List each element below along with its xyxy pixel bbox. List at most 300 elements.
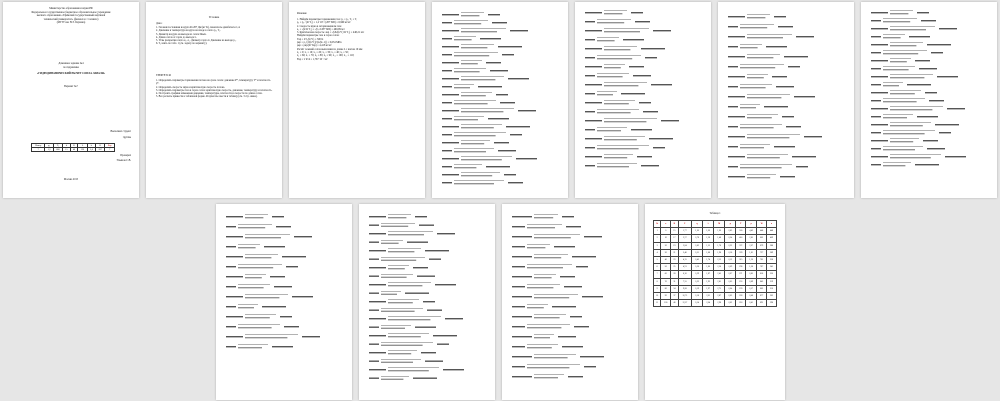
fraction-bar <box>527 245 550 246</box>
formula-result <box>429 259 441 260</box>
fraction-bar <box>245 335 298 336</box>
fraction-bar <box>597 92 617 93</box>
table-cell: T₀ <box>53 144 62 148</box>
table-cell: 1,66 <box>703 249 714 256</box>
formula-symbol <box>442 110 459 111</box>
fraction-bar <box>454 69 486 70</box>
fraction-bar <box>604 29 649 30</box>
formula-symbol <box>512 286 525 287</box>
table-header-cell: p <box>725 221 736 228</box>
formula-denominator <box>527 287 553 288</box>
fraction-bar <box>238 345 268 346</box>
formula-denominator <box>747 57 773 58</box>
formula-denominator <box>527 227 555 228</box>
table-cell: 296 <box>767 300 777 307</box>
fraction-bar <box>534 315 566 316</box>
formula-denominator <box>597 76 623 77</box>
fraction-bar <box>747 95 790 96</box>
fraction-bar <box>388 317 441 318</box>
table-cell: 7 <box>105 148 115 152</box>
formula-result <box>518 110 536 111</box>
formula-denominator <box>527 347 552 348</box>
fraction-bar <box>534 275 556 276</box>
table-cell: 843 <box>757 278 767 285</box>
formula-result <box>516 158 537 159</box>
institution-line: технический университет» (филиал в г. Салавате) <box>43 17 99 21</box>
table-cell: 372 <box>736 242 746 249</box>
fraction-bar <box>461 45 494 46</box>
formula-symbol <box>369 318 386 319</box>
group-label: группы <box>122 136 131 139</box>
formula-denominator <box>388 370 429 371</box>
formula-denominator <box>747 177 770 178</box>
formula-denominator <box>388 336 421 337</box>
fraction-bar <box>388 351 417 352</box>
fraction-bar <box>461 61 482 62</box>
formula-symbol <box>585 111 595 112</box>
formula-result <box>417 276 435 277</box>
formula-result <box>488 14 500 15</box>
table-cell: 1,00 <box>692 228 703 235</box>
fraction-bar <box>597 56 641 57</box>
formula-denominator <box>740 67 775 68</box>
formula-symbol <box>585 30 602 31</box>
fraction-bar <box>747 35 792 36</box>
formula-symbol <box>442 174 459 175</box>
formula-symbol <box>585 138 602 139</box>
fraction-bar <box>245 275 266 276</box>
formula-result <box>643 111 658 112</box>
formula-symbol <box>442 46 459 47</box>
fraction-bar <box>740 45 762 46</box>
table-cell: 2,87 <box>714 292 725 299</box>
formula-denominator <box>890 109 932 110</box>
formula-result <box>927 148 945 149</box>
formula-symbol <box>512 336 532 337</box>
formula-result <box>929 100 944 101</box>
table-cell: 0,04 <box>725 285 736 292</box>
institution-block <box>7 11 135 24</box>
formula-symbol <box>512 306 525 307</box>
fraction-bar <box>388 368 439 369</box>
formula-result <box>504 174 516 175</box>
formula-result <box>774 146 795 147</box>
formula-result <box>774 16 786 17</box>
formula-result <box>554 246 575 247</box>
fraction-bar <box>245 235 290 236</box>
fraction-bar <box>597 146 649 147</box>
formula-denominator <box>245 337 287 338</box>
condition-item: 5. Углы раскрытия сопла α₁, α₂. Диаметр горла d. Давление на выходе p₂. <box>156 39 237 43</box>
formula-symbol <box>871 124 888 125</box>
table-cell: 4 <box>654 249 661 256</box>
formula-result <box>415 327 436 328</box>
fraction-bar <box>238 265 282 266</box>
formula-result <box>780 176 795 177</box>
table-row <box>654 235 777 242</box>
formula-denominator <box>454 151 486 152</box>
fraction-bar <box>883 99 925 100</box>
formula-symbol <box>871 20 881 21</box>
table-cell: 21 <box>671 249 678 256</box>
formula-symbol <box>512 256 532 257</box>
table-cell: Номер <box>32 144 45 148</box>
formula-result <box>292 296 313 297</box>
formula-denominator <box>245 317 270 318</box>
formula-denominator <box>883 117 907 118</box>
table-cell: 10 <box>654 292 661 299</box>
formula-symbol <box>871 12 888 13</box>
condition-item: 6. T₀ взять по табл. 1 (см. задачу по варианту). <box>156 42 208 46</box>
formula-result <box>639 102 651 103</box>
table-cell: 253 <box>736 278 746 285</box>
formula-symbol <box>585 147 595 148</box>
formula-symbol <box>585 102 602 103</box>
formula-symbol <box>442 78 459 79</box>
conditions-list <box>156 26 274 46</box>
formula-page-4 <box>432 2 568 198</box>
formula-lines <box>718 2 854 198</box>
table-row <box>654 242 777 249</box>
table-cell: 1,08 <box>746 264 757 271</box>
formula-result <box>917 116 938 117</box>
formula-symbol <box>728 76 745 77</box>
table-row <box>654 264 777 271</box>
formula-result <box>510 134 522 135</box>
formula-result <box>506 126 530 127</box>
table-cell: 30 <box>661 249 671 256</box>
formula-denominator <box>597 166 629 167</box>
institution-line: Федеральное государственное бюджетное образовательное учреждение <box>31 11 111 14</box>
table-cell: d <box>63 144 71 148</box>
calc-heading: Решение <box>297 12 307 15</box>
formula-denominator <box>461 47 487 48</box>
requirement-item: 5. Все расчеты привести в табличной форме. Результаты свести в таблицу (см. 3 стр. ниже). <box>156 95 258 99</box>
formula-symbol <box>226 216 243 217</box>
formula-result <box>776 86 794 87</box>
formula-symbol <box>585 165 595 166</box>
formula-denominator <box>381 328 405 329</box>
fraction-bar <box>740 65 784 66</box>
formula-symbol <box>512 216 532 217</box>
formula-result <box>804 136 822 137</box>
formula-denominator <box>890 141 913 142</box>
formula-result <box>272 216 284 217</box>
fraction-bar <box>883 83 903 84</box>
formula-result <box>494 142 509 143</box>
fraction-bar <box>534 295 578 296</box>
table-cell: 448 <box>767 228 777 235</box>
formula-symbol <box>369 301 386 302</box>
fraction-bar <box>461 29 506 30</box>
formula-result <box>562 346 583 347</box>
fraction-bar <box>890 59 911 60</box>
fraction-bar <box>890 27 935 28</box>
formula-symbol <box>512 366 525 367</box>
table-cell: 679 <box>757 242 767 249</box>
formula-result <box>500 102 515 103</box>
formula-result <box>649 138 673 139</box>
formula-symbol <box>512 376 532 377</box>
fraction-bar <box>461 157 512 158</box>
formula-denominator <box>534 217 553 218</box>
fraction-bar <box>747 15 770 16</box>
fraction-bar <box>245 255 278 256</box>
table-cell: Вар <box>105 144 115 148</box>
fraction-bar <box>454 21 488 22</box>
formula-symbol <box>369 267 386 268</box>
formula-symbol <box>871 68 881 69</box>
formula-result <box>302 336 320 337</box>
table-cell: 2 <box>654 235 661 242</box>
formula-result <box>286 266 298 267</box>
fraction-bar <box>883 19 917 20</box>
formula-page-7 <box>861 2 997 198</box>
fraction-bar <box>890 75 933 76</box>
table-cell: 90 <box>661 292 671 299</box>
calc-step: Расчёт сечений сопла выполним по длине L с шагом 10 мм: <box>297 47 363 51</box>
fraction-bar <box>381 257 425 258</box>
fraction-bar <box>597 164 637 165</box>
table-cell: 330 <box>767 271 777 278</box>
table-cell: 120 <box>78 148 87 152</box>
formula-denominator <box>238 347 262 348</box>
formula-symbol <box>226 296 243 297</box>
table-cell: 0,69 <box>746 278 757 285</box>
formula-result <box>925 92 937 93</box>
formula-denominator <box>883 85 899 86</box>
formula-denominator <box>604 13 622 14</box>
formula-result <box>923 140 938 141</box>
calc-step: 2. Скорость звука в заторможенном газе: <box>297 24 342 28</box>
formula-denominator <box>454 119 478 120</box>
calc-step: ρкр = pкр/(R·Tкр) = 4,418 кг/м³ <box>297 44 332 48</box>
fraction-bar <box>245 295 288 296</box>
formula-denominator <box>604 103 629 104</box>
formula-symbol <box>871 60 888 61</box>
formula-result <box>423 301 435 302</box>
formula-symbol <box>226 236 243 237</box>
fraction-bar <box>245 315 276 316</box>
formula-denominator <box>597 148 639 149</box>
formula-result <box>661 120 679 121</box>
formula-denominator <box>454 87 470 88</box>
fraction-bar <box>461 173 500 174</box>
table-cell: 40 <box>671 300 678 307</box>
table-cell: 0,43 <box>692 256 703 263</box>
formula-symbol <box>871 100 881 101</box>
formula-result <box>576 266 588 267</box>
formula-result <box>437 344 449 345</box>
table-cell: 25 <box>671 264 678 271</box>
formula-denominator <box>604 139 637 140</box>
formula-symbol <box>369 242 379 243</box>
table-cell: 345 <box>767 264 777 271</box>
formula-symbol <box>226 286 236 287</box>
formula-symbol <box>442 62 459 63</box>
formula-symbol <box>871 36 881 37</box>
table-cell: 1,74 <box>703 256 714 263</box>
table-cell: 239 <box>736 285 746 292</box>
formula-result <box>572 256 596 257</box>
table-cell: 0,12 <box>725 256 736 263</box>
teacher-name: Ульянов С.В. <box>116 159 131 162</box>
table-cell: 1,61 <box>746 249 757 256</box>
formula-result <box>582 296 603 297</box>
formula-result <box>508 78 529 79</box>
formula-denominator <box>381 311 415 312</box>
table-cell: 10,75 <box>678 292 692 299</box>
fraction-bar <box>597 128 627 129</box>
formula-denominator <box>534 257 561 258</box>
formula-result <box>584 366 596 367</box>
formula-denominator <box>883 21 910 22</box>
formula-denominator <box>883 133 925 134</box>
table-cell: 0,16 <box>725 249 736 256</box>
condition-item: 3. Диаметр воздуха на выходе из сопла Dвых. <box>156 32 207 36</box>
formula-symbol <box>369 276 379 277</box>
formula-denominator <box>461 159 502 160</box>
formula-lines <box>575 2 711 198</box>
formula-denominator <box>381 226 408 227</box>
formula-denominator <box>890 29 926 30</box>
fraction-bar <box>604 155 633 156</box>
formula-symbol <box>442 182 452 183</box>
table-cell: 1,80 <box>703 264 714 271</box>
table-cell: 0,78 <box>692 235 703 242</box>
formula-symbol <box>512 356 532 357</box>
table-cell: 40 <box>661 256 671 263</box>
formula-result <box>635 21 650 22</box>
formula-result <box>552 306 576 307</box>
table-cell: 7 <box>654 271 661 278</box>
requirement-item: 4. Построить графики изменения давления, температуры, плотности и скорости по длине сопла. <box>156 92 263 96</box>
formula-result <box>772 76 787 77</box>
fraction-bar <box>527 265 572 266</box>
fraction-bar <box>740 105 760 106</box>
table-cell: k <box>87 144 95 148</box>
formula-symbol <box>369 378 379 379</box>
formula-denominator <box>388 353 411 354</box>
formula-symbol <box>871 108 888 109</box>
formula-denominator <box>747 17 765 18</box>
formula-denominator <box>597 94 613 95</box>
formula-lines <box>216 204 352 400</box>
formula-symbol <box>442 142 459 143</box>
formula-denominator <box>740 87 766 88</box>
formula-denominator <box>381 294 397 295</box>
formula-result <box>437 233 455 234</box>
formula-symbol <box>728 106 738 107</box>
formula-result <box>270 276 285 277</box>
formula-lines <box>359 204 495 400</box>
student-label: Выполнил студент <box>110 130 131 133</box>
formula-result <box>496 94 508 95</box>
calc-step: a₀ = √(k·R·T₀) = √(1,4·287·600) = 490,99 м/с <box>297 27 345 31</box>
fraction-bar <box>883 35 905 36</box>
fraction-bar <box>747 75 768 76</box>
table-cell: 218 <box>736 300 746 307</box>
formula-result <box>443 369 464 370</box>
fraction-bar <box>381 308 423 309</box>
fraction-bar <box>454 149 494 150</box>
formula-denominator <box>534 237 571 238</box>
city-year: Москва 2015 <box>63 178 79 181</box>
table-cell: 787 <box>757 264 767 271</box>
formula-symbol <box>728 36 745 37</box>
formula-result <box>796 166 808 167</box>
formula-result <box>419 225 434 226</box>
formula-denominator <box>890 45 916 46</box>
formula-result <box>272 346 293 347</box>
formula-result <box>935 124 959 125</box>
formula-result <box>486 62 501 63</box>
formula-denominator <box>245 257 271 258</box>
formula-denominator <box>461 79 495 80</box>
formula-result <box>621 93 645 94</box>
table-row <box>654 278 777 285</box>
formula-result <box>766 46 787 47</box>
fraction-bar <box>461 125 502 126</box>
fraction-bar <box>883 131 935 132</box>
formula-result <box>294 236 312 237</box>
fraction-bar <box>527 365 580 366</box>
table-cell: 2,26 <box>714 264 725 271</box>
table-cell: 2,75 <box>714 285 725 292</box>
formula-denominator <box>740 107 756 108</box>
fraction-bar <box>454 37 476 38</box>
formula-denominator <box>597 40 615 41</box>
formula-denominator <box>534 297 569 298</box>
formula-denominator <box>245 297 279 298</box>
calc-step: ρ₀ = p₀ / (R·T₀) = 1,2·10⁶ / (287·600) = 6,969 кг/м³ <box>297 21 351 25</box>
table-cell: 1,00 <box>703 228 714 235</box>
table-cell: 8 <box>654 278 661 285</box>
table-cell: 0,34 <box>725 235 736 242</box>
formula-denominator <box>238 247 256 248</box>
formula-result <box>488 118 509 119</box>
table-cell: 2,45 <box>714 271 725 278</box>
formula-result <box>947 108 965 109</box>
table-cell: 600 <box>53 148 62 152</box>
formula-denominator <box>454 23 481 24</box>
fraction-bar <box>381 342 433 343</box>
formula-denominator <box>388 319 430 320</box>
formula-denominator <box>527 327 561 328</box>
formula-result <box>653 30 671 31</box>
fraction-bar <box>890 91 921 92</box>
formula-result <box>425 361 443 362</box>
formula-result <box>498 46 522 47</box>
condition-item: 4. Длина сопла от горла до выхода L. <box>156 35 197 39</box>
calc-step: x₀ = 0; x₁ = 10; x₂ = 20; x₃ = 30; x₄ = 40; x₅ = 50; <box>297 50 349 54</box>
fraction-bar <box>883 51 927 52</box>
formula-symbol <box>442 118 452 119</box>
formula-symbol <box>871 76 888 77</box>
formula-result <box>915 164 939 165</box>
fraction-bar <box>454 117 484 118</box>
fraction-bar <box>381 376 409 377</box>
formula-result <box>413 267 428 268</box>
table-cell: R <box>96 144 105 148</box>
formula-symbol <box>585 39 595 40</box>
formula-symbol <box>512 226 525 227</box>
table-cell: 0,07 <box>725 271 736 278</box>
table-cell: 2,84 <box>678 242 692 249</box>
requirement-item: 1. Определить параметры торможения потока на срезе сопла: давление P*, температуру T* и плотность ρ*. <box>156 79 271 86</box>
formula-result <box>788 66 800 67</box>
table-cell: 20 <box>661 242 671 249</box>
